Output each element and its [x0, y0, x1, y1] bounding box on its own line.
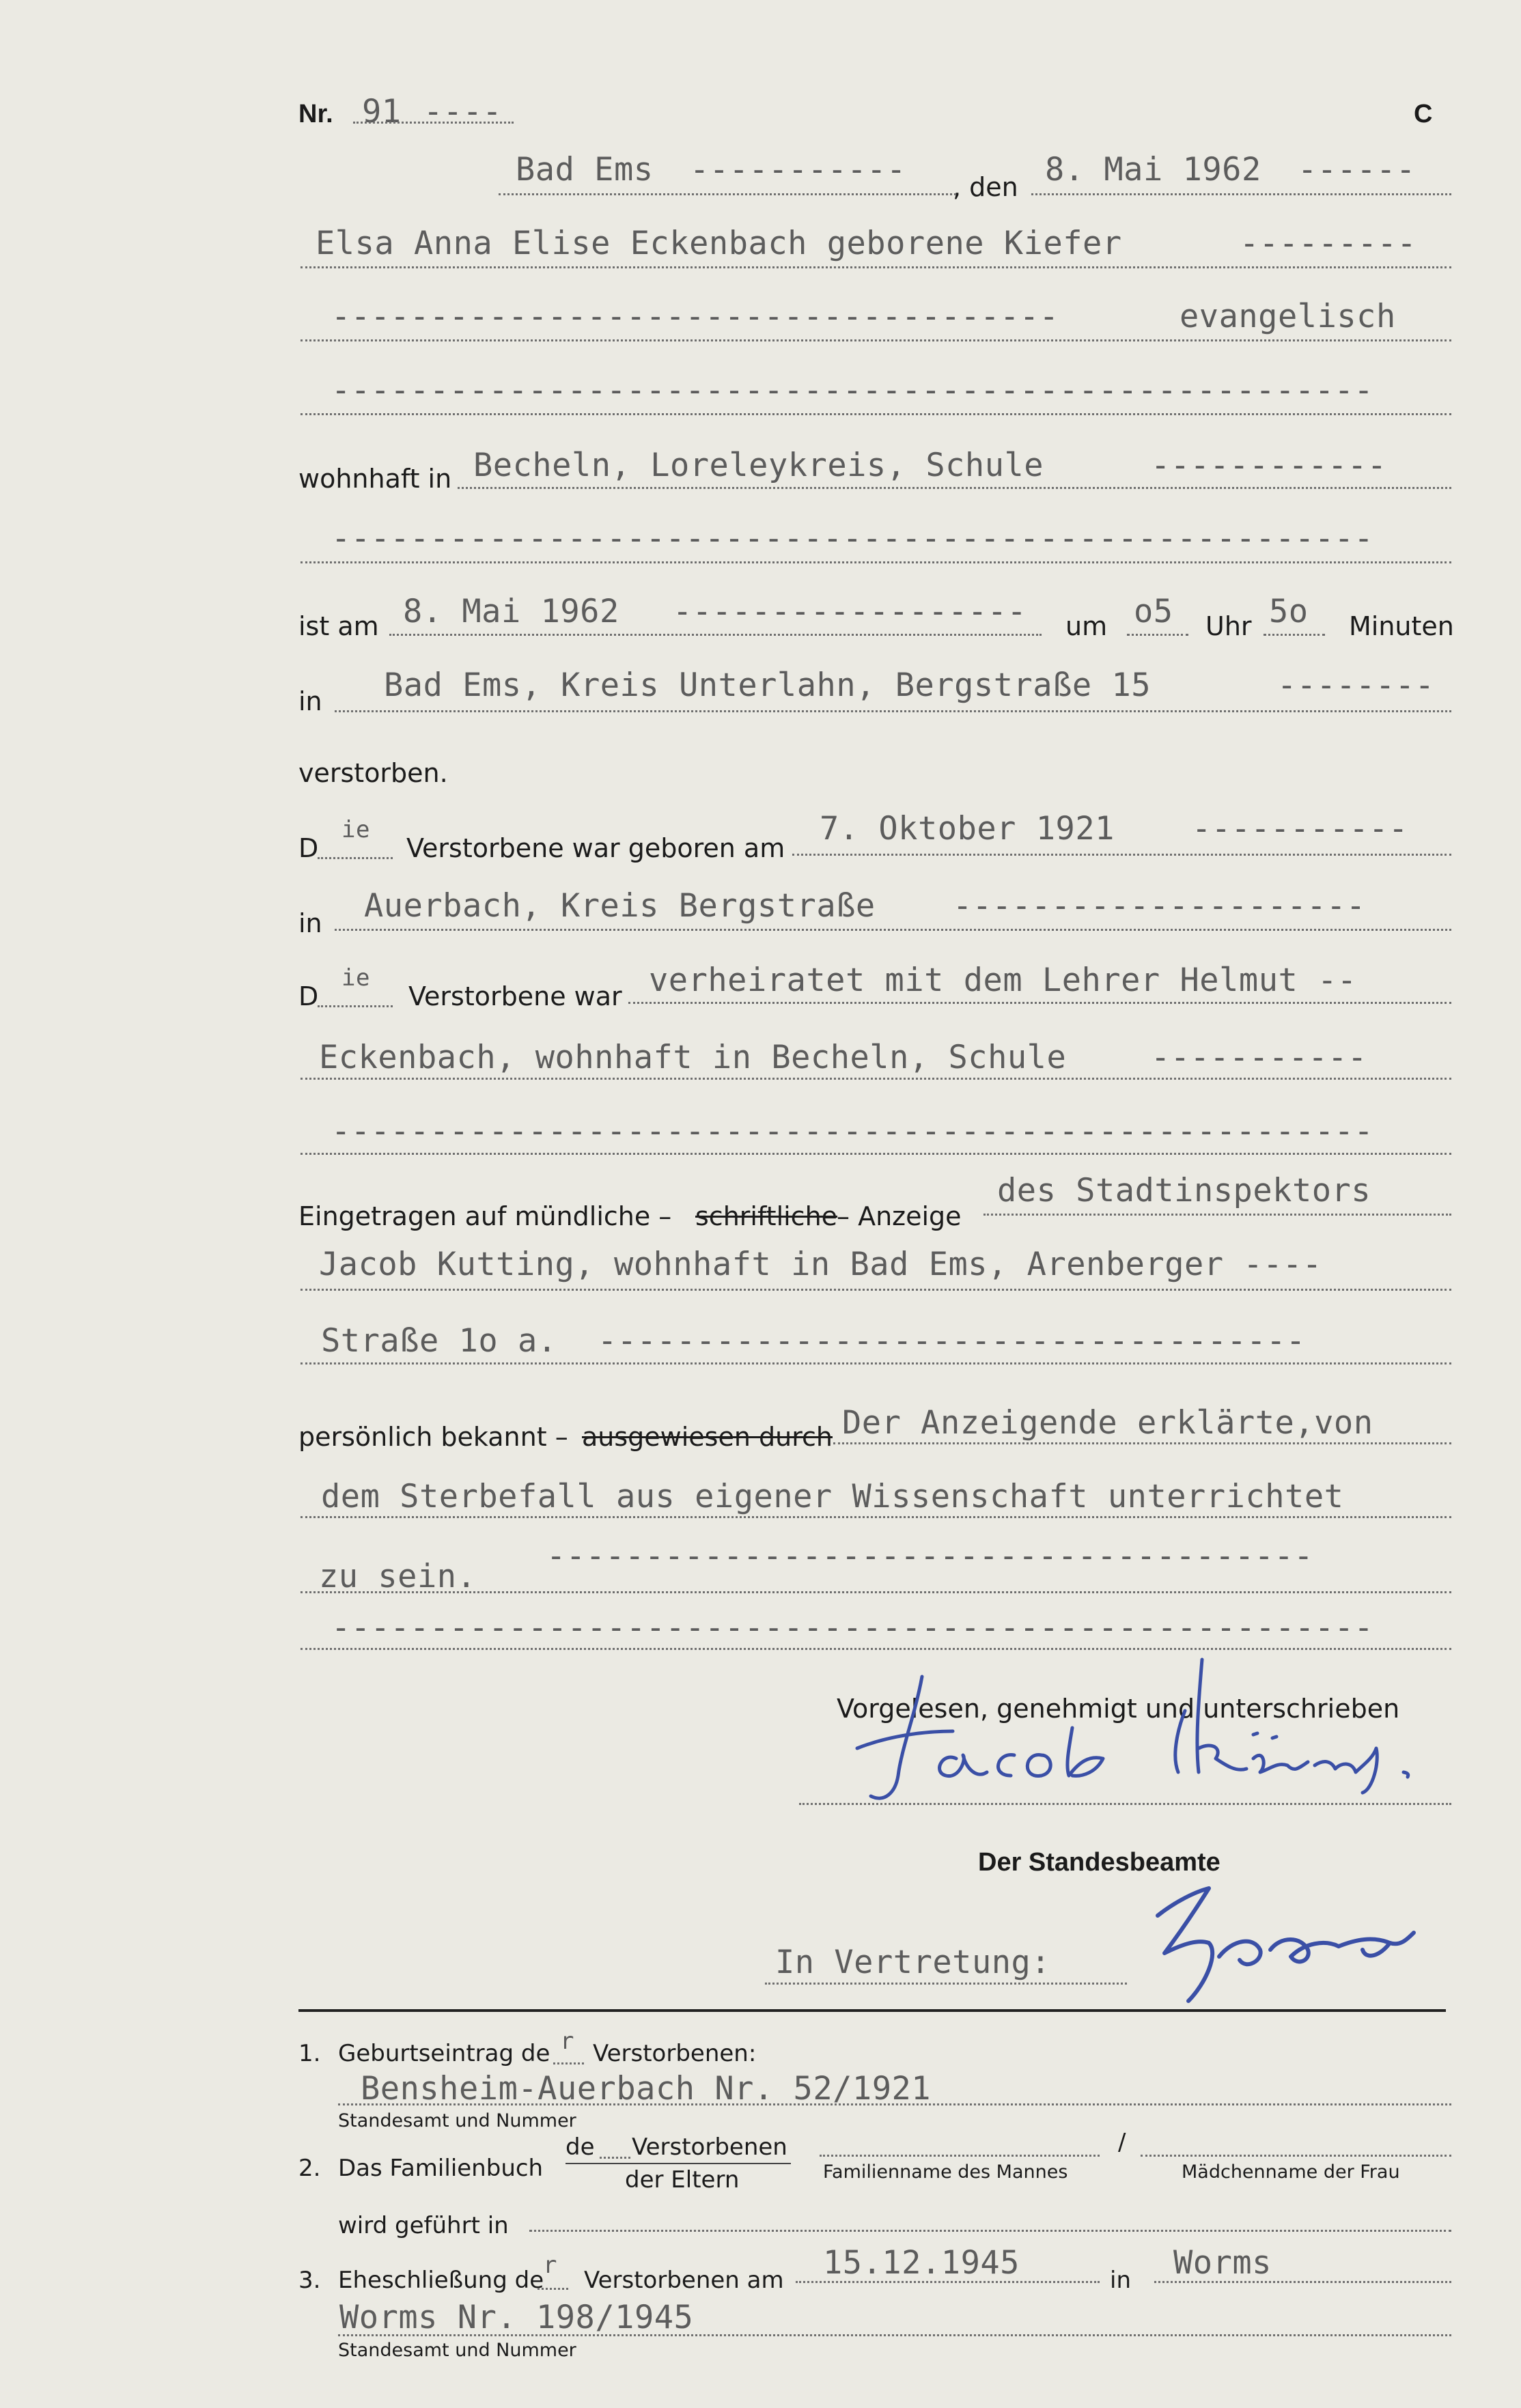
marital-line2: Eckenbach, wohnhaft in Becheln, Schule	[319, 1039, 1067, 1076]
death-minute: 5o	[1269, 593, 1309, 630]
identity-line1: Der Anzeigende erklärte,von	[842, 1404, 1373, 1442]
informant-signature	[816, 1646, 1431, 1803]
birth-place: Auerbach, Kreis Bergstraße	[364, 887, 876, 925]
kept-in-label: wird geführt in	[338, 2212, 509, 2239]
note2-number: 2.	[298, 2155, 321, 2182]
report-line1: des Stadtinspektors	[997, 1172, 1371, 1209]
death-place-label: in	[298, 686, 322, 716]
residence-dashes: ------------	[1151, 447, 1387, 484]
note1-number: 1.	[298, 2040, 321, 2067]
marriage-place: Worms	[1173, 2244, 1272, 2282]
identity-line2: dem Sterbefall aus eigener Wissenschaft unterrichtet	[321, 1478, 1344, 1515]
record-number-label: Nr.	[298, 100, 333, 128]
registry-date: 8. Mai 1962	[1045, 151, 1261, 188]
identity-line3-dashes: ---------------------------------------	[546, 1537, 1314, 1575]
identity-line3: zu sein.	[319, 1558, 477, 1595]
form-letter: C	[1414, 100, 1433, 128]
marital-line3-dashes: -----------------------------------------------------	[331, 1112, 1374, 1150]
verstorben-label: verstorben.	[298, 758, 448, 788]
report-label-start: Eingetragen auf mündliche –	[298, 1201, 672, 1231]
registrar-signature	[1144, 1875, 1431, 2011]
death-place-dashes: --------	[1277, 667, 1435, 704]
birth-entry-label-b: Verstorbenen:	[593, 2040, 757, 2067]
marital-line1: verheiratet mit dem Lehrer Helmut --	[649, 962, 1357, 999]
religion: evangelisch	[1180, 298, 1396, 335]
line2-dashes: -------------------------------------	[331, 298, 1059, 335]
uhr-label: Uhr	[1205, 611, 1252, 641]
identity-line4-dashes: -----------------------------------------------------	[331, 1609, 1374, 1647]
marriage-in-label: in	[1110, 2267, 1131, 2294]
residence-label: wohnhaft in	[298, 464, 452, 494]
report-line2: Jacob Kutting, wohnhaft in Bad Ems, Arenberger ----	[319, 1246, 1322, 1283]
death-date-dashes: ------------------	[673, 593, 1027, 630]
marriage-record: Worms Nr. 198/1945	[339, 2299, 694, 2336]
birth-entry-value: Bensheim-Auerbach Nr. 52/1921	[361, 2070, 932, 2108]
husband-name-label: Familienname des Mannes	[823, 2161, 1068, 2183]
deceased-name: Elsa Anna Elise Eckenbach geborene Kiefer	[316, 225, 1122, 262]
report-line3-dashes: ------------------------------------	[598, 1322, 1306, 1360]
marital-label: Verstorbene war	[408, 981, 622, 1011]
note3-number: 3.	[298, 2267, 321, 2294]
report-line3: Straße 1o a.	[321, 1322, 557, 1360]
family-book-label: Das Familienbuch	[338, 2155, 544, 2182]
section-divider	[298, 2009, 1446, 2012]
report-label-end: – Anzeige	[837, 1201, 962, 1231]
record-number-dashes: ----	[423, 93, 503, 130]
deputy-label: In Vertretung:	[775, 1944, 1051, 1981]
marriage-r: r	[543, 2252, 557, 2279]
name-separator: /	[1118, 2129, 1126, 2156]
death-place: Bad Ems, Kreis Unterlahn, Bergstraße 15	[384, 667, 1152, 704]
marriage-label-b: Verstorbenen am	[584, 2267, 784, 2294]
registry-place-dashes: -----------	[690, 151, 906, 188]
report-label-struck: schriftliche	[695, 1201, 838, 1231]
death-date: 8. Mai 1962	[403, 593, 619, 630]
marriage-label-a: Eheschließung de	[338, 2267, 544, 2294]
birth-d-suffix: ie	[341, 816, 370, 843]
death-date-label: ist am	[298, 611, 379, 641]
minuten-label: Minuten	[1349, 611, 1454, 641]
registry-date-dashes: ------	[1298, 151, 1416, 188]
den-label: , den	[953, 172, 1018, 202]
record-number-value: 91	[362, 93, 402, 130]
office-number-label: Standesamt und Nummer	[338, 2110, 576, 2131]
record-number-line	[353, 122, 514, 124]
read-approved-label: Vorgelesen, genehmigt und unterschrieben	[837, 1694, 1400, 1724]
deceased-name-dashes: ---------	[1240, 225, 1417, 262]
marital-line2-dashes: -----------	[1151, 1039, 1367, 1076]
marital-d-label: D	[298, 981, 319, 1011]
family-book-de: de	[566, 2133, 595, 2161]
residence-line2-dashes: -----------------------------------------------------	[331, 520, 1374, 557]
marital-d-suffix: ie	[341, 964, 370, 992]
death-hour: o5	[1134, 593, 1173, 630]
office-number-label-2: Standesamt und Nummer	[338, 2340, 576, 2361]
birth-entry-r: r	[560, 2028, 574, 2055]
marriage-date: 15.12.1945	[823, 2244, 1020, 2282]
birth-label: Verstorbene war geboren am	[406, 833, 785, 863]
birth-date-dashes: -----------	[1192, 810, 1408, 848]
um-label: um	[1065, 611, 1108, 641]
family-book-eltern: der Eltern	[625, 2166, 740, 2194]
birth-place-label: in	[298, 908, 322, 938]
line3-dashes: -----------------------------------------------------	[331, 372, 1374, 409]
identity-label-start: persönlich bekannt –	[298, 1422, 568, 1452]
wife-name-label: Mädchenname der Frau	[1182, 2161, 1400, 2183]
registry-place: Bad Ems	[516, 151, 654, 188]
identity-label-struck: ausgewiesen durch	[582, 1422, 833, 1452]
family-book-verstorbenen: Verstorbenen	[632, 2133, 787, 2161]
registrar-label: Der Standesbeamte	[978, 1848, 1220, 1877]
birth-place-dashes: ---------------------	[953, 887, 1366, 925]
birth-d-label: D	[298, 833, 319, 863]
birth-entry-label-a: Geburtseintrag de	[338, 2040, 550, 2067]
birth-date: 7. Oktober 1921	[820, 810, 1115, 848]
residence-value: Becheln, Loreleykreis, Schule	[473, 447, 1044, 484]
